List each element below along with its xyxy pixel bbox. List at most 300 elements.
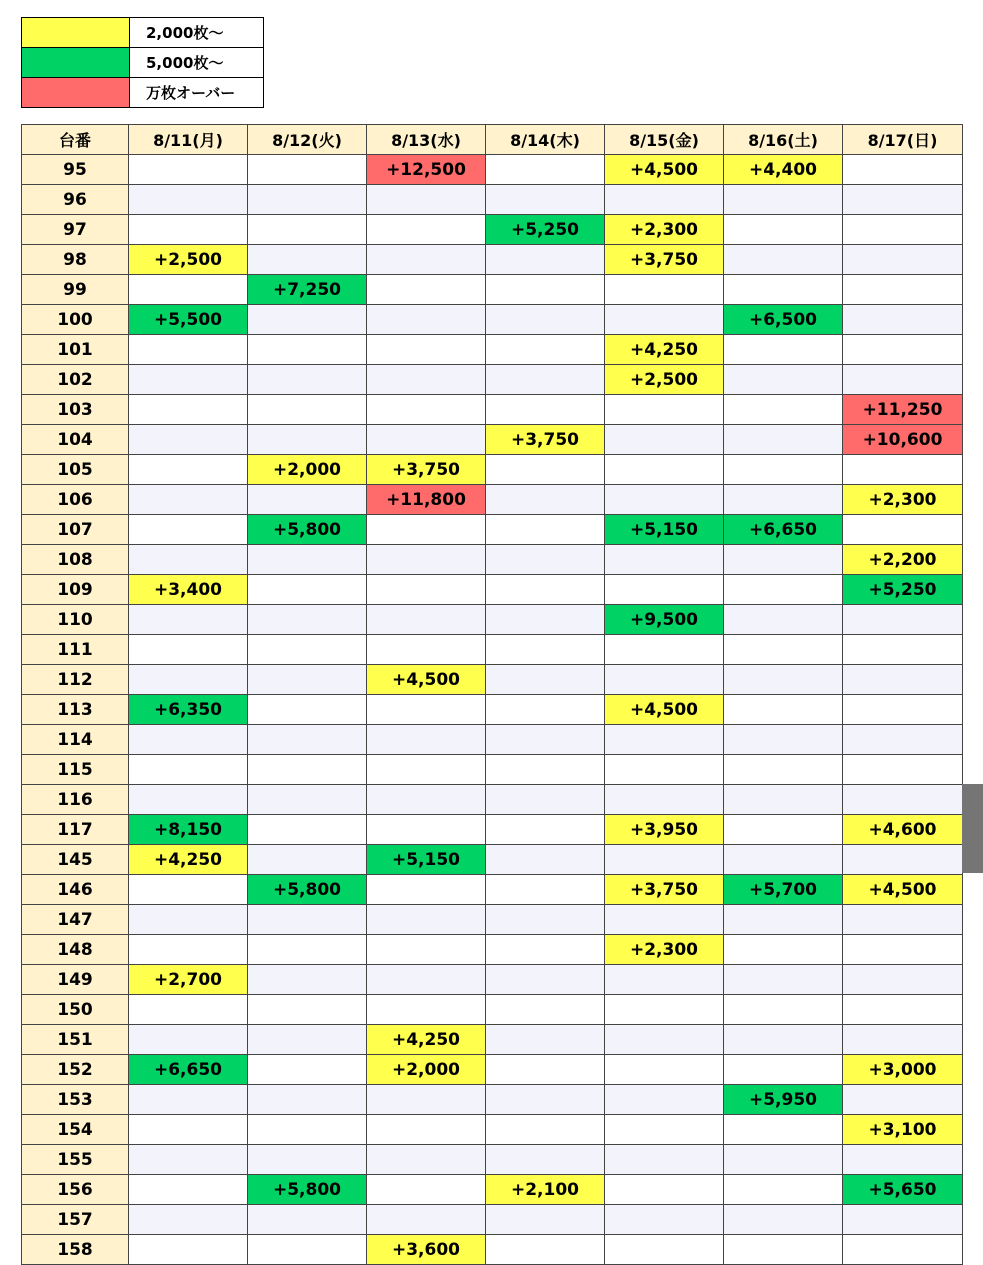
result-cell: +2,000	[248, 455, 367, 485]
result-cell	[248, 755, 367, 785]
machine-number-cell: 145	[22, 845, 129, 875]
result-cell	[129, 785, 248, 815]
result-cell	[248, 1055, 367, 1085]
result-cell	[605, 785, 724, 815]
legend-row	[22, 78, 264, 108]
result-cell	[367, 245, 486, 275]
result-cell	[129, 605, 248, 635]
result-cell	[605, 1085, 724, 1115]
machine-number-cell: 108	[22, 545, 129, 575]
result-cell: +4,500	[843, 875, 963, 905]
table-row	[22, 905, 963, 935]
result-cell	[724, 935, 843, 965]
result-cell	[248, 395, 367, 425]
result-cell	[605, 845, 724, 875]
result-cell	[605, 905, 724, 935]
legend-label: 2,000枚～	[130, 18, 264, 48]
machine-number-cell: 157	[22, 1205, 129, 1235]
result-cell	[605, 275, 724, 305]
result-cell	[486, 155, 605, 185]
result-cell	[129, 215, 248, 245]
result-cell: +2,500	[605, 365, 724, 395]
result-cell: +8,150	[129, 815, 248, 845]
result-cell	[129, 995, 248, 1025]
machine-number-cell: 109	[22, 575, 129, 605]
result-cell	[605, 995, 724, 1025]
machine-number-cell: 116	[22, 785, 129, 815]
table-row	[22, 245, 963, 275]
machine-number-cell: 154	[22, 1115, 129, 1145]
machine-number-cell: 150	[22, 995, 129, 1025]
result-cell	[724, 605, 843, 635]
result-cell	[486, 305, 605, 335]
result-cell	[724, 965, 843, 995]
table-row	[22, 725, 963, 755]
result-cell	[129, 1235, 248, 1265]
result-cell: +6,650	[129, 1055, 248, 1085]
result-cell	[486, 245, 605, 275]
result-cell	[724, 365, 843, 395]
machine-number-cell: 95	[22, 155, 129, 185]
table-row	[22, 545, 963, 575]
result-cell	[724, 785, 843, 815]
table-row	[22, 425, 963, 455]
result-cell	[248, 185, 367, 215]
result-cell: +4,600	[843, 815, 963, 845]
result-cell	[724, 755, 843, 785]
result-cell	[605, 1025, 724, 1055]
result-cell	[367, 1085, 486, 1115]
result-cell	[486, 1055, 605, 1085]
result-cell	[605, 485, 724, 515]
table-row	[22, 155, 963, 185]
result-cell	[724, 425, 843, 455]
legend-swatch-red	[22, 78, 130, 108]
result-cell	[605, 1205, 724, 1235]
result-cell	[843, 155, 963, 185]
result-cell	[367, 365, 486, 395]
result-cell	[605, 1175, 724, 1205]
result-cell	[605, 635, 724, 665]
result-cell	[486, 335, 605, 365]
result-cell	[843, 455, 963, 485]
result-cell	[248, 1145, 367, 1175]
result-cell	[367, 935, 486, 965]
table-row	[22, 755, 963, 785]
result-cell	[486, 995, 605, 1025]
result-cell	[605, 545, 724, 575]
result-cell	[367, 635, 486, 665]
result-cell	[843, 755, 963, 785]
result-cell	[248, 1115, 367, 1145]
result-cell	[367, 905, 486, 935]
result-cell	[843, 1085, 963, 1115]
result-cell	[367, 305, 486, 335]
table-row	[22, 965, 963, 995]
result-cell	[605, 455, 724, 485]
machine-number-cell: 146	[22, 875, 129, 905]
result-cell	[486, 845, 605, 875]
scrollbar-thumb[interactable]	[962, 784, 983, 873]
result-cell	[724, 335, 843, 365]
result-cell	[367, 1145, 486, 1175]
result-cell	[843, 725, 963, 755]
result-cell	[724, 905, 843, 935]
result-cell	[367, 545, 486, 575]
result-cell	[843, 1205, 963, 1235]
machine-number-cell: 110	[22, 605, 129, 635]
result-cell	[248, 305, 367, 335]
result-cell: +2,200	[843, 545, 963, 575]
result-cell	[129, 185, 248, 215]
result-cell	[843, 905, 963, 935]
result-cell	[248, 545, 367, 575]
column-header-date: 8/14(木)	[486, 125, 605, 155]
result-cell	[724, 1145, 843, 1175]
result-cell: +5,150	[367, 845, 486, 875]
result-cell: +2,300	[605, 935, 724, 965]
machine-number-cell: 155	[22, 1145, 129, 1175]
result-cell	[367, 275, 486, 305]
table-row	[22, 275, 963, 305]
machine-number-cell: 97	[22, 215, 129, 245]
result-cell: +2,300	[605, 215, 724, 245]
result-cell	[248, 365, 367, 395]
result-cell	[486, 725, 605, 755]
machine-number-cell: 115	[22, 755, 129, 785]
result-cell: +3,750	[605, 245, 724, 275]
legend-swatch-yellow	[22, 18, 130, 48]
result-cell	[129, 1175, 248, 1205]
result-cell	[486, 575, 605, 605]
result-cell	[486, 365, 605, 395]
machine-number-cell: 149	[22, 965, 129, 995]
result-cell	[248, 1085, 367, 1115]
machine-number-cell: 151	[22, 1025, 129, 1055]
result-cell: +11,250	[843, 395, 963, 425]
machine-number-cell: 106	[22, 485, 129, 515]
result-cell	[129, 545, 248, 575]
result-cell: +4,250	[367, 1025, 486, 1055]
result-cell	[724, 455, 843, 485]
legend-swatch-green	[22, 48, 130, 78]
result-cell	[724, 1235, 843, 1265]
result-cell	[843, 365, 963, 395]
table-row	[22, 1085, 963, 1115]
result-cell	[129, 155, 248, 185]
result-cell	[843, 695, 963, 725]
result-cell	[724, 725, 843, 755]
result-cell	[605, 965, 724, 995]
result-cell	[486, 1085, 605, 1115]
table-row	[22, 485, 963, 515]
table-row	[22, 935, 963, 965]
machine-number-cell: 113	[22, 695, 129, 725]
result-cell	[724, 1025, 843, 1055]
result-cell	[724, 1115, 843, 1145]
result-cell: +4,500	[605, 695, 724, 725]
result-cell	[248, 845, 367, 875]
result-cell	[843, 965, 963, 995]
result-cell: +5,500	[129, 305, 248, 335]
table-row	[22, 1115, 963, 1145]
legend-label: 5,000枚～	[130, 48, 264, 78]
header-row	[22, 125, 963, 155]
table-row	[22, 1235, 963, 1265]
result-cell	[248, 485, 367, 515]
result-cell	[367, 1205, 486, 1235]
legend-row	[22, 48, 264, 78]
result-cell	[486, 545, 605, 575]
result-cell	[724, 575, 843, 605]
result-cell: +3,750	[605, 875, 724, 905]
result-cell	[129, 875, 248, 905]
table-row	[22, 515, 963, 545]
result-cell	[486, 1115, 605, 1145]
result-cell	[248, 785, 367, 815]
result-cell	[605, 425, 724, 455]
result-cell: +6,650	[724, 515, 843, 545]
result-cell	[129, 665, 248, 695]
machine-number-cell: 112	[22, 665, 129, 695]
result-cell	[248, 1235, 367, 1265]
result-cell	[843, 335, 963, 365]
result-cell	[248, 635, 367, 665]
result-cell	[129, 275, 248, 305]
result-cell: +5,800	[248, 1175, 367, 1205]
result-cell	[605, 665, 724, 695]
result-cell	[367, 425, 486, 455]
result-cell	[843, 995, 963, 1025]
result-cell	[843, 305, 963, 335]
machine-number-cell: 153	[22, 1085, 129, 1115]
result-cell	[367, 395, 486, 425]
machine-number-cell: 158	[22, 1235, 129, 1265]
result-cell	[486, 605, 605, 635]
machine-number-cell: 147	[22, 905, 129, 935]
result-cell: +5,650	[843, 1175, 963, 1205]
result-cell	[129, 1205, 248, 1235]
table-row	[22, 605, 963, 635]
result-cell	[248, 665, 367, 695]
result-cell	[486, 1235, 605, 1265]
result-cell	[248, 215, 367, 245]
result-cell	[605, 575, 724, 605]
result-cell	[605, 1145, 724, 1175]
result-cell	[724, 245, 843, 275]
result-cell	[486, 875, 605, 905]
column-header-date: 8/12(火)	[248, 125, 367, 155]
result-cell: +6,500	[724, 305, 843, 335]
result-cell	[724, 995, 843, 1025]
result-cell	[248, 905, 367, 935]
result-cell	[605, 395, 724, 425]
result-cell	[843, 1025, 963, 1055]
table-row	[22, 1145, 963, 1175]
result-cell	[486, 695, 605, 725]
result-cell: +2,700	[129, 965, 248, 995]
result-cell	[605, 725, 724, 755]
result-cell	[724, 1205, 843, 1235]
result-cell: +2,000	[367, 1055, 486, 1085]
result-cell	[248, 965, 367, 995]
result-cell	[248, 995, 367, 1025]
result-cell	[843, 605, 963, 635]
result-cell	[486, 275, 605, 305]
result-cell: +10,600	[843, 425, 963, 455]
result-cell	[605, 185, 724, 215]
column-header-date: 8/11(月)	[129, 125, 248, 155]
result-cell	[486, 185, 605, 215]
result-cell	[724, 1055, 843, 1085]
result-cell	[367, 815, 486, 845]
table-row	[22, 335, 963, 365]
result-cell	[367, 875, 486, 905]
result-cell	[367, 695, 486, 725]
result-cell	[367, 605, 486, 635]
result-cell	[843, 785, 963, 815]
results-table	[21, 124, 963, 1265]
machine-number-cell: 117	[22, 815, 129, 845]
result-cell	[486, 815, 605, 845]
result-cell: +3,750	[486, 425, 605, 455]
table-row	[22, 785, 963, 815]
result-cell	[367, 995, 486, 1025]
result-cell: +5,250	[486, 215, 605, 245]
result-cell: +2,300	[843, 485, 963, 515]
result-cell	[248, 245, 367, 275]
result-cell	[129, 725, 248, 755]
result-cell	[129, 395, 248, 425]
result-cell	[724, 635, 843, 665]
result-cell	[724, 395, 843, 425]
table-row	[22, 215, 963, 245]
result-cell: +3,600	[367, 1235, 486, 1265]
result-cell	[367, 725, 486, 755]
grid-edge	[962, 124, 963, 1265]
result-cell	[724, 1175, 843, 1205]
result-cell	[843, 935, 963, 965]
result-cell	[843, 275, 963, 305]
legend-row	[22, 18, 264, 48]
machine-number-cell: 156	[22, 1175, 129, 1205]
result-cell	[486, 515, 605, 545]
machine-number-cell: 148	[22, 935, 129, 965]
table-row	[22, 695, 963, 725]
table-row	[22, 1055, 963, 1085]
result-cell	[724, 695, 843, 725]
result-cell	[486, 965, 605, 995]
machine-number-cell: 104	[22, 425, 129, 455]
table-row	[22, 875, 963, 905]
column-header-date: 8/15(金)	[605, 125, 724, 155]
result-cell: +7,250	[248, 275, 367, 305]
result-cell: +2,500	[129, 245, 248, 275]
table-row	[22, 305, 963, 335]
machine-number-cell: 103	[22, 395, 129, 425]
result-cell	[129, 455, 248, 485]
result-cell	[367, 965, 486, 995]
result-cell	[724, 215, 843, 245]
column-header-date: 8/16(土)	[724, 125, 843, 155]
table-row	[22, 995, 963, 1025]
result-cell	[724, 275, 843, 305]
legend	[21, 17, 264, 108]
result-cell	[129, 1145, 248, 1175]
machine-number-cell: 152	[22, 1055, 129, 1085]
result-cell	[248, 1025, 367, 1055]
result-cell	[724, 845, 843, 875]
result-cell: +5,800	[248, 875, 367, 905]
table-row	[22, 1025, 963, 1055]
table-row	[22, 575, 963, 605]
result-cell	[486, 635, 605, 665]
machine-number-cell: 99	[22, 275, 129, 305]
machine-number-cell: 96	[22, 185, 129, 215]
result-cell	[843, 215, 963, 245]
result-cell: +4,500	[367, 665, 486, 695]
result-cell	[129, 905, 248, 935]
result-cell	[367, 215, 486, 245]
result-cell	[248, 815, 367, 845]
result-cell	[248, 575, 367, 605]
machine-number-cell: 114	[22, 725, 129, 755]
table-row	[22, 395, 963, 425]
column-header-date: 8/17(日)	[843, 125, 963, 155]
machine-number-cell: 107	[22, 515, 129, 545]
result-cell	[486, 1205, 605, 1235]
result-cell	[248, 725, 367, 755]
result-cell: +12,500	[367, 155, 486, 185]
result-cell	[486, 905, 605, 935]
result-cell	[367, 515, 486, 545]
table-row	[22, 1175, 963, 1205]
result-cell	[129, 425, 248, 455]
result-cell	[248, 1205, 367, 1235]
result-cell	[129, 1025, 248, 1055]
result-cell	[367, 335, 486, 365]
result-cell	[486, 785, 605, 815]
result-cell	[605, 305, 724, 335]
result-cell	[605, 1115, 724, 1145]
result-cell: +11,800	[367, 485, 486, 515]
result-cell	[367, 185, 486, 215]
result-cell: +4,500	[605, 155, 724, 185]
result-cell	[248, 605, 367, 635]
machine-number-cell: 105	[22, 455, 129, 485]
result-cell	[129, 485, 248, 515]
result-cell	[843, 1235, 963, 1265]
result-cell	[486, 485, 605, 515]
machine-number-cell: 100	[22, 305, 129, 335]
result-cell	[129, 755, 248, 785]
result-cell	[724, 185, 843, 215]
machine-number-cell: 98	[22, 245, 129, 275]
table-row	[22, 1205, 963, 1235]
result-cell	[605, 1235, 724, 1265]
result-cell	[129, 1085, 248, 1115]
result-cell	[486, 755, 605, 785]
table-row	[22, 815, 963, 845]
result-cell: +5,250	[843, 575, 963, 605]
result-cell	[248, 155, 367, 185]
result-cell	[367, 575, 486, 605]
table-row	[22, 635, 963, 665]
result-cell	[843, 1145, 963, 1175]
result-cell: +3,400	[129, 575, 248, 605]
result-cell	[843, 515, 963, 545]
result-cell	[367, 785, 486, 815]
